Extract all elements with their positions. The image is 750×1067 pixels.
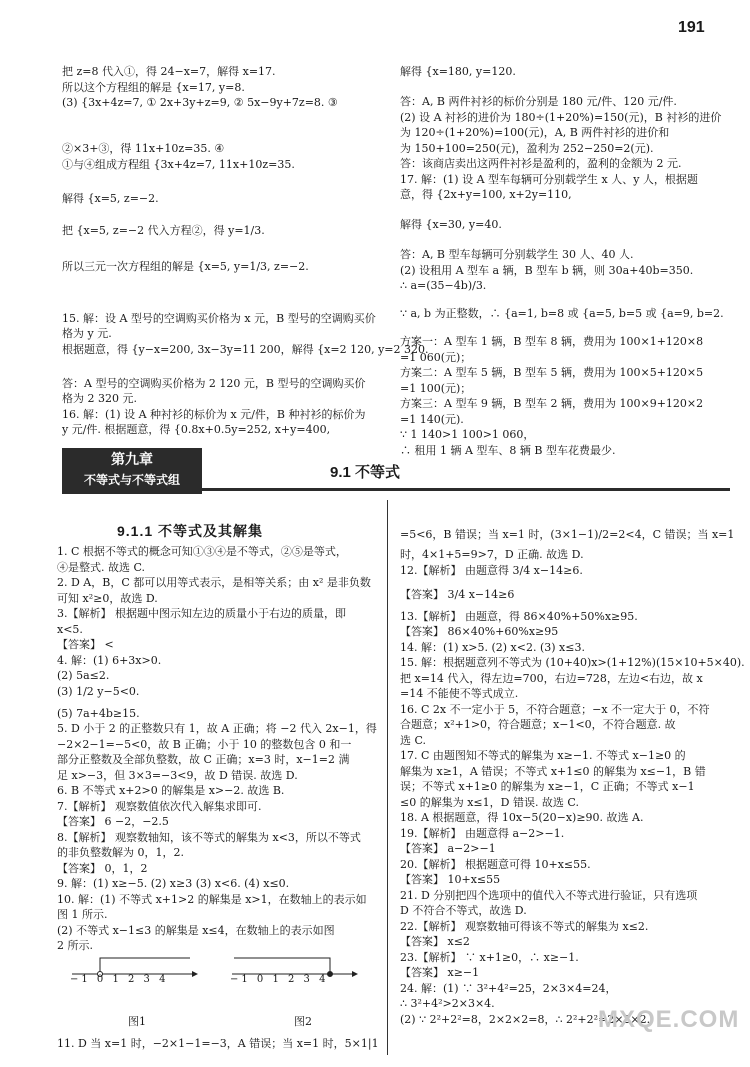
answer-line: ∵ a, b 为正整数，∴ {a=1, b=8 或 {a=5, b=5 或 {a=9, b=2. xyxy=(400,307,724,320)
answer-line: 8.【解析】 观察数轴知，该不等式的解集为 x<3，所以不等式 xyxy=(57,830,361,844)
answer-line: 部分正整数及全部负整数，故 C 正确；x=3 时，x−1=2 满 xyxy=(57,753,350,766)
answer-line: 19.【解析】 由题意得 a−2>−1. xyxy=(400,826,565,840)
answer-line: 2. D A，B，C 都可以用等式表示，是相等关系；由 x² 是非负数 xyxy=(57,576,371,589)
answer-line: 3.【解析】 根据题中图示知左边的质量小于右边的质量，即 xyxy=(57,607,346,620)
answer-line: 时，4×1+5=9>7，D 正确. 故选 D. xyxy=(400,548,584,561)
answers-block-right-top xyxy=(400,64,730,458)
answers-block-left-bottom xyxy=(57,544,377,954)
answer-line: 【答案】 10+x≤55 xyxy=(400,873,501,886)
answer-line: 【答案】 < xyxy=(57,638,114,651)
page-number: 191 xyxy=(678,19,705,36)
answer-line: ④是整式. 故选 C. xyxy=(57,560,146,574)
answer-line: 10. 解：(1) 不等式 x+1>2 的解集是 x>1，在数轴上的表示如 xyxy=(57,892,367,906)
answer-line: 误；不等式 x+1≥0 的解集为 x≥−1，C 正确；不等式 x−1 xyxy=(400,780,695,793)
answer-line: ∴ a=(35−4b)/3. xyxy=(400,279,487,292)
answer-line: 把 z=8 代入①，得 24−x=7，解得 x=17. xyxy=(62,65,276,78)
answer-line: 的非负整数解为 0，1，2. xyxy=(57,846,184,859)
answer-line: 【答案】 x≤2 xyxy=(400,935,470,948)
answer-line: 解得 {x=5, z=−2. xyxy=(62,191,159,205)
answer-line: 18. A 根据题意，得 10x−5(20−x)≥90. 故选 A. xyxy=(400,811,644,824)
answer-line: ②×3+③，得 11x+10z=35. ④ xyxy=(62,142,225,155)
answer-line: 答：该商店卖出这两件衬衫是盈利的，盈利的金额为 2 元. xyxy=(400,157,682,170)
answer-line: 22.【解析】 观察数轴可得该不等式的解集为 x≤2. xyxy=(400,919,649,933)
answer-line: (3) {3x+4z=7, ① 2x+3y+z=9, ② 5x−9y+7z=8. ③ xyxy=(62,96,338,109)
answer-line: 20.【解析】 根据题意可得 10+x≤55. xyxy=(400,857,591,871)
answer-line: (2) 设租用 A 型车 a 辆，B 型车 b 辆，则 30a+40b=350. xyxy=(400,263,694,277)
answer-line: 合题意；x²+1>0，符合题意；x−1<0，不符合题意. 故 xyxy=(400,718,676,731)
answer-line: 17. C 由题图知不等式的解集为 x≥−1. 不等式 x−1≥0 的 xyxy=(400,749,686,762)
answer-line: 解得 {x=180, y=120. xyxy=(400,65,516,78)
answer-line: ≤0 的解集为 x≤1，D 错误. 故选 C. xyxy=(400,795,579,809)
answer-line: 把 x=14 代入，得左边=700，右边=728，左边<右边，故 x xyxy=(400,671,703,685)
answer-line: 11. D 当 x=1 时，−2×1−1=−3，A 错误；当 x=1 时，5×1|1 xyxy=(57,1037,379,1050)
answer-line: 5. D 小于 2 的正整数只有 1，故 A 正确；将 −2 代入 2x−1，得 xyxy=(57,722,377,735)
answer-line: 1. C 根据不等式的概念可知①③④是不等式，②⑤是等式， xyxy=(57,545,347,558)
answer-line: 【答案】 x≥−1 xyxy=(400,966,480,979)
answer-line: (2) 5a≤2. xyxy=(57,669,110,682)
answer-line: ①与④组成方程组 {3x+4z=7, 11x+10z=35. xyxy=(62,157,295,171)
answer-line: (2) 设 A 衬衫的进价为 180÷(1+20%)=150(元)，B 衬衫的进价 xyxy=(400,110,722,124)
chapter-header xyxy=(62,448,202,494)
answer-line: x<5. xyxy=(57,622,83,636)
answer-line: 解得 {x=30, y=40. xyxy=(400,218,502,231)
answer-line: 图 1 所示. xyxy=(57,908,108,921)
chapter-subtitle: 不等式与不等式组 xyxy=(83,473,180,487)
answer-line: 选 C. xyxy=(400,733,427,747)
answer-line: 12.【解析】 由题意得 3/4 x−14≥6. xyxy=(400,563,583,577)
answer-line: 2 所示. xyxy=(57,939,93,952)
answer-line: 所以这个方程组的解是 {x=17, y=8. xyxy=(62,80,245,94)
answer-line: =1 100(元)； xyxy=(400,381,472,395)
arrow-icon xyxy=(192,971,198,977)
number-line-ticks-1: −1 0 1 2 3 4 xyxy=(70,974,169,985)
answer-line: 把 {x=5, z=−2 代入方程②，得 y=1/3. xyxy=(62,223,265,237)
figure-caption-1: 图1 xyxy=(128,1015,146,1028)
answer-line: 答：A, B 型车每辆可分别载学生 30 人、40 人. xyxy=(400,248,634,261)
answer-line: 意，得 {2x+y=100, x+2y=110, xyxy=(400,188,572,201)
chapter-divider xyxy=(202,488,730,491)
answer-line: 6. B 不等式 x+2>0 的解集是 x>−2. 故选 B. xyxy=(57,784,285,797)
answer-line: 15. 解：设 A 型号的空调购买价格为 x 元，B 型号的空调购买价 xyxy=(62,311,376,325)
answer-line: 21. D 分别把四个选项中的值代入不等式进行验证，只有选项 xyxy=(400,888,698,902)
arrow-icon xyxy=(352,971,358,977)
answer-line: 9. 解：(1) x≥−5. (2) x≥3 (3) x<6. (4) x≤0. xyxy=(57,877,290,890)
section-title: 9.1 不等式 xyxy=(330,464,401,481)
answer-line: 所以三元一次方程组的解是 {x=5, y=1/3, z=−2. xyxy=(62,259,309,273)
answers-block-left-top xyxy=(62,64,429,438)
answer-line: 7.【解析】 观察数值依次代入解集求即可. xyxy=(57,799,262,813)
answer-line: =1 060(元)； xyxy=(400,350,472,364)
answer-line: 为 150+100=250(元)，盈利为 252−250=2(元). xyxy=(400,141,654,155)
site-watermark: MXQE.COM xyxy=(598,1006,740,1033)
answer-line: (2) ∵ 2²+2²=8，2×2×2=8，∴ 2²+2²=2×2×2. xyxy=(400,1012,651,1026)
answer-line: 答：A, B 两件衬衫的标价分别是 180 元/件、120 元/件. xyxy=(400,95,677,108)
answer-line: 16. 解：(1) 设 A 种衬衫的标价为 x 元/件，B 种衬衫的标价为 xyxy=(62,407,366,421)
answer-line: 格为 2 320 元. xyxy=(62,392,137,405)
answer-line: 17. 解：(1) 设 A 型车每辆可分别载学生 x 人、y 人，根据题 xyxy=(400,172,698,186)
answer-line: 解集为 x≥1，A 错误；不等式 x+1≤0 的解集为 x≤−1，B 错 xyxy=(400,764,706,778)
answer-line: 方案一：A 型车 1 辆，B 型车 8 辆，费用为 100×1+120×8 xyxy=(400,335,704,348)
answer-line: 答：A 型号的空调购买价格为 2 120 元，B 型号的空调购买价 xyxy=(62,376,366,390)
answer-line: D 不符合不等式，故选 D. xyxy=(400,904,527,917)
answer-line: =1 140(元). xyxy=(400,412,464,426)
answer-line: 4. 解：(1) 6+3x>0. xyxy=(57,653,162,667)
answer-line: (2) 不等式 x−1≤3 的解集是 x≤4，在数轴上的表示如图 xyxy=(57,923,335,937)
answer-line: 【答案】 a−2>−1 xyxy=(400,842,496,855)
answer-line: 方案三：A 型车 9 辆，B 型车 2 辆，费用为 100×9+120×2 xyxy=(400,397,704,410)
figure-caption-2: 图2 xyxy=(294,1015,312,1028)
answer-line: 可知 x²≥0，故选 D. xyxy=(57,591,158,605)
chapter-title: 第九章 xyxy=(111,451,153,467)
answer-line: ∵ 1 140>1 100>1 060， xyxy=(400,428,535,441)
answer-line: 根据题意，得 {y−x=200, 3x−3y=11 200，解得 {x=2 120, y=2 320. xyxy=(62,342,429,356)
answer-line: 24. 解：(1) ∵ 3²+4²=25，2×3×4=24， xyxy=(400,981,617,995)
answer-line: 足 x>−3，但 3×3=−3<9，故 D 错误. 故选 D. xyxy=(57,768,298,782)
answers-block-right-bottom xyxy=(400,527,745,1027)
answer-line: 16. C 2x 不一定小于 5，不符合题意；−x 不一定大于 0，不符 xyxy=(400,702,710,716)
answer-line: 15. 解：根据题意列不等式为 (10+40)x>(1+12%)(15×10+5×40). xyxy=(400,656,745,669)
answer-line: 14. 解：(1) x>5. (2) x<2. (3) x≤3. xyxy=(400,640,585,654)
subsection-title: 9.1.1 不等式及其解集 xyxy=(117,523,264,539)
answer-line: −2×2−1=−5<0，故 B 正确；小于 10 的整数包含 0 和一 xyxy=(57,737,352,751)
answer-line: ∴ 租用 1 辆 A 型车、8 辆 B 型车花费最少. xyxy=(400,443,616,457)
answer-line: =5<6，B 错误；当 x=1 时，(3×1−1)/2=2<4，C 错误；当 x=1 xyxy=(400,528,735,541)
answer-line: 格为 y 元. xyxy=(62,327,112,340)
answer-line: 【答案】 3/4 x−14≥6 xyxy=(400,587,515,601)
answer-line: 23.【解析】 ∵ x+1≥0，∴ x≥−1. xyxy=(400,950,579,964)
answer-line: ∴ 3²+4²>2×3×4. xyxy=(400,997,495,1010)
answer-line: 【答案】 6 −2，−2.5 xyxy=(57,815,169,828)
column-divider xyxy=(387,500,388,1055)
answer-line: y 元/件. 根据题意，得 {0.8x+0.5y=252, x+y=400, xyxy=(62,423,331,436)
answer-line: (3) 1/2 y−5<0. xyxy=(57,684,140,698)
answer-line: 【答案】 86×40%+60%x≥95 xyxy=(400,625,559,638)
answer-line: (5) 7a+4b≥15. xyxy=(57,706,140,720)
number-line-ticks-2: −1 0 1 2 3 4 xyxy=(230,974,329,985)
answer-line: 13.【解析】 由题意，得 86×40%+50%x≥95. xyxy=(400,609,638,623)
answer-line: 方案二：A 型车 5 辆，B 型车 5 辆，费用为 100×5+120×5 xyxy=(400,366,704,379)
answer-line: 【答案】 0，1，2 xyxy=(57,861,148,875)
answer-line: 为 120÷(1+20%)=100(元)，A, B 两件衬衫的进价和 xyxy=(400,126,670,139)
answer-line: =14 不能使不等式成立. xyxy=(400,687,519,700)
